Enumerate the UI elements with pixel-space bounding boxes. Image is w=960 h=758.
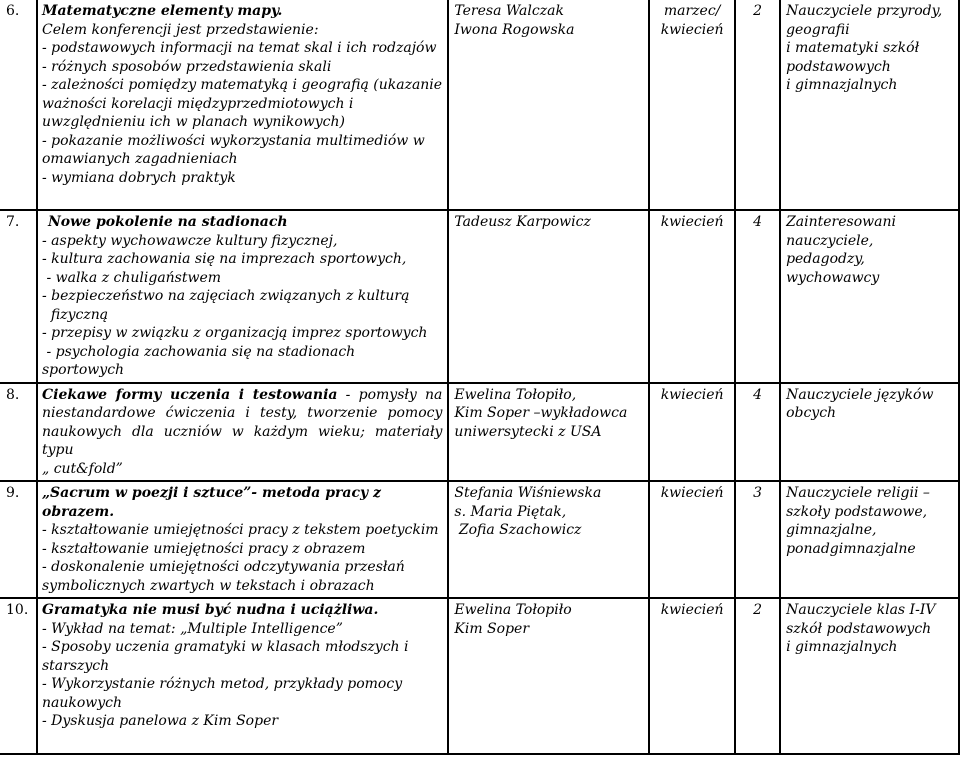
description-line: - przepisy w związku z organizacją imprez sportowych <box>41 325 428 341</box>
description-line: - zależności pomiędzy matematyką i geografią (ukazanie <box>41 77 443 93</box>
description-line: - doskonalenie umiejętności odczytywania przesłań <box>41 559 405 575</box>
lecturer-name: Kim Soper <box>454 620 530 637</box>
description-line: uwzględnieniu ich w planach wynikowych) <box>41 114 345 130</box>
description-line: starszych <box>41 657 110 674</box>
hours-value: 4 <box>753 386 763 403</box>
hours-value: 2 <box>753 602 763 618</box>
lecturers <box>448 598 649 754</box>
topic-title: Gramatyka nie musi być nudna i uciążliwa. <box>41 602 379 618</box>
audience-line: Zainteresowani <box>786 214 896 230</box>
description-line: Celem konferencji jest przedstawienie: <box>41 21 319 38</box>
topic-description <box>37 210 448 383</box>
table-row <box>0 0 959 210</box>
row-number: 7. <box>0 210 37 383</box>
hours-value: 3 <box>753 485 763 501</box>
audience-line: geografii <box>786 21 850 38</box>
date-cell <box>649 598 735 754</box>
lecturer-name: Teresa Walczak <box>454 3 564 19</box>
hours-value: 2 <box>753 3 763 19</box>
audience-line: Nauczyciele języków <box>786 386 934 403</box>
description-line: - wymiana dobrych praktyk <box>41 169 236 186</box>
description-line: - kultura zachowania się na imprezach sportowych, <box>41 251 407 267</box>
topic-title: Nowe pokolenie na stadionach <box>47 214 288 230</box>
description-line: - kształtowanie umiejętności pracy z obrazem <box>41 540 366 557</box>
description-line: symbolicznych zwartych w tekstach i obrazach <box>41 577 375 594</box>
lecturer-name: Stefania Wiśniewska <box>454 485 602 501</box>
hours-cell <box>735 210 780 383</box>
lecturers <box>448 383 649 482</box>
date-text: kwiecień <box>660 214 724 230</box>
topic-description <box>37 598 448 754</box>
description-line: - aspekty wychowawcze kultury fizycznej, <box>41 232 338 249</box>
lecturers <box>448 481 649 598</box>
audience-line: Nauczyciele religii – <box>786 485 930 501</box>
lecturers <box>448 210 649 383</box>
row-number: 8. <box>0 383 37 482</box>
audience-line: i matematyki szkół <box>786 40 920 56</box>
description-line: - Wykorzystanie różnych metod, przykłady pomocy <box>41 676 403 692</box>
description-line: - psychologia zachowania się na stadionach sportowych <box>41 343 369 378</box>
lecturer-name: Zofia Szachowicz <box>454 522 582 538</box>
description-line: - bezpieczeństwo na zajęciach związanych z kulturą <box>41 288 410 304</box>
topic-title: „Sacrum w poezji i sztuce”- metoda pracy z obrazem. <box>41 485 386 520</box>
hours-cell <box>735 383 780 482</box>
audience-line: szkoły podstawowe, <box>786 503 928 520</box>
row-number: 9. <box>0 481 37 598</box>
hours-cell <box>735 481 780 598</box>
description-line: fizyczną <box>41 306 109 323</box>
audience-line: i gimnazjalnych <box>786 77 898 93</box>
description-line: - podstawowych informacji na temat skal i ich rodzajów <box>41 40 437 56</box>
audience-line: gimnazjalne, <box>786 522 877 538</box>
audience-cell <box>780 598 959 754</box>
audience-cell <box>780 481 959 598</box>
date-text: kwiecień <box>660 485 724 501</box>
date-text: kwiecień <box>660 21 724 38</box>
description-line: - pokazanie możliwości wykorzystania multimediów w <box>41 132 425 149</box>
date-text: marzec/ <box>663 3 721 19</box>
date-text: kwiecień <box>660 386 724 403</box>
date-text: kwiecień <box>660 602 724 618</box>
lecturers <box>448 0 649 210</box>
lecturer-name: Ewelina Tołopiło <box>454 602 572 618</box>
audience-line: obcych <box>786 405 837 421</box>
hours-cell <box>735 0 780 210</box>
lecturer-name: Kim Soper –wykładowca <box>454 405 628 421</box>
hours-cell <box>735 598 780 754</box>
topic-description <box>37 481 448 598</box>
description-line: - walka z chuligaństwem <box>41 269 222 286</box>
audience-line: Nauczyciele klas I-IV <box>786 602 936 618</box>
row-number: 6. <box>0 0 37 210</box>
audience-cell <box>780 383 959 482</box>
description-line: naukowych <box>41 694 123 711</box>
date-cell <box>649 0 735 210</box>
description-line: - Dyskusja panelowa z Kim Soper <box>41 713 279 729</box>
description-paragraph <box>42 386 442 460</box>
date-cell <box>649 383 735 482</box>
topic-title: Matematyczne elementy mapy. <box>41 3 283 19</box>
table-row <box>0 210 959 383</box>
description-line: ważności korelacji międzyprzedmiotowych i <box>41 95 354 112</box>
date-cell <box>649 210 735 383</box>
topic-title: Ciekawe formy uczenia i testowania <box>41 386 338 403</box>
description-line: - Wykład na temat: „Multiple Intelligence” <box>41 620 343 637</box>
description-text: - pomysły na niestandardowe ćwiczenia i testy, tworzenie pomocy naukowych dla uczniów w każdym wieku; materiały typu <box>41 386 443 458</box>
table-row <box>0 598 959 754</box>
audience-line: nauczyciele, <box>786 232 874 249</box>
audience-cell <box>780 0 959 210</box>
table-row <box>0 383 959 482</box>
lecturer-name: Iwona Rogowska <box>454 21 575 38</box>
hours-value: 4 <box>753 214 763 230</box>
description-line: - Sposoby uczenia gramatyki w klasach młodszych i <box>41 639 409 655</box>
description-line: „ cut&fold” <box>41 460 123 477</box>
description-line: omawianych zagadnieniach <box>41 151 238 167</box>
audience-line: podstawowych <box>786 58 891 75</box>
description-line: - kształtowanie umiejętności pracy z tekstem poetyckim <box>41 522 439 538</box>
lecturer-name: s. Maria Piętak, <box>454 503 567 520</box>
description-line: - różnych sposobów przedstawienia skali <box>41 58 332 75</box>
audience-line: szkół podstawowych <box>786 620 932 637</box>
topic-description <box>37 383 448 482</box>
lecturer-name: uniwersytecki z USA <box>454 423 602 440</box>
table-row <box>0 481 959 598</box>
audience-line: Nauczyciele przyrody, <box>786 3 943 19</box>
topic-description <box>37 0 448 210</box>
lecturer-name: Tadeusz Karpowicz <box>454 214 591 230</box>
audience-cell <box>780 210 959 383</box>
audience-line: pedagodzy, <box>786 251 865 267</box>
audience-line: i gimnazjalnych <box>786 639 898 655</box>
audience-line: ponadgimnazjalne <box>786 540 916 557</box>
lecturer-name: Ewelina Tołopiło, <box>454 386 577 403</box>
audience-line: wychowawcy <box>786 269 880 286</box>
date-cell <box>649 481 735 598</box>
row-number: 10. <box>0 598 37 754</box>
